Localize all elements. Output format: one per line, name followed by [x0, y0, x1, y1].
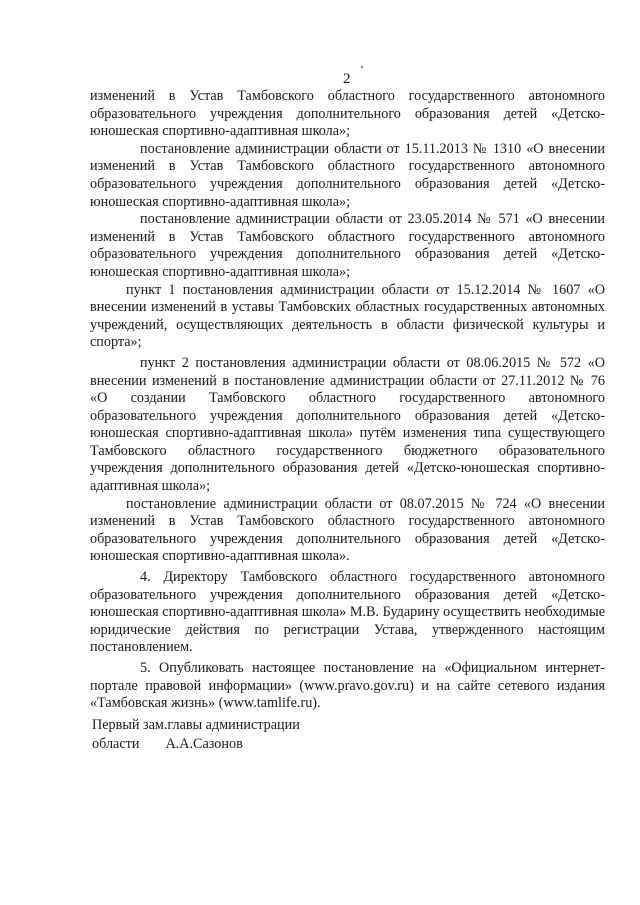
paragraph-decree-2014-1607: пункт 1 постановления администрации области от 15.12.2014 № 1607 «О внесении изменений в уставы Тамбовских областных государственных автономных учреждений, осуществляющих деятельность в области физической культуры и спорта»;: [90, 281, 605, 351]
paragraph-decree-2015-724: постановление администрации области от 08.07.2015 № 724 «О внесении изменений в Устав Тамбовского областного государственного автономного образовательного учреждения дополнительного образования детей «Детско-юношеская спортивно-адаптивная школа».: [90, 495, 605, 565]
page-number: 2: [343, 71, 351, 87]
paragraph-item-5: 5. Опубликовать настоящее постановление на «Официальном интернет-портале правовой информации» (www.pravo.gov.ru) и на сайте сетевого издания «Тамбовская жизнь» (www.tamlife.ru).: [90, 660, 605, 712]
signatory-title: Первый зам.главы администрации: [92, 717, 300, 733]
paragraph-decree-2013: постановление администрации области от 15.11.2013 № 1310 «О внесении изменений в Устав Тамбовского областного государственного автономного образовательного учреждения дополнительного образования детей «Детско-юношеская спортивно-адаптивная школа»;: [90, 140, 605, 210]
paragraph-decree-2014-571: постановление администрации области от 23.05.2014 № 571 «О внесении изменений в Устав Тамбовского областного государственного автономного образовательного учреждения дополнительного образования детей «Детско-юношеская спортивно-адаптивная школа»;: [90, 211, 605, 280]
scan-speck: [361, 66, 363, 68]
signatory-title-cont: области: [92, 736, 140, 752]
paragraph-item-4: 4. Директору Тамбовского областного государственного автономного образовательного учреждения дополнительного образования детей «Детско-юношеская спортивно-адаптивная школа» М.В. Бударину осуществить необходимые юридические действия по регистрации Устава, утвержденного настоящим постановлением.: [90, 569, 605, 656]
signature-block: [92, 716, 300, 754]
paragraph-continuation: изменений в Устав Тамбовского областного государственного автономного образовательного учреждения дополнительного образования детей «Детско-юношеская спортивно-адаптивная школа»;: [90, 88, 605, 140]
paragraph-decree-2015-572: пункт 2 постановления администрации области от 08.06.2015 № 572 «О внесении изменений в постановление администрации области от 27.11.2012 № 76 «О создании Тамбовского областного государственного автономного образовательного учреждения дополнительного образования детей «Детско-юношеская спортивно-адаптивная школа» путём изменения типа существующего Тамбовского областного государственного бюджетного образовательного учреждения дополнительного образования детей «Детско-юношеская спортивно-адаптивная школа»;: [90, 354, 605, 495]
document-body: [90, 88, 605, 713]
signatory-name: А.А.Сазонов: [165, 736, 243, 752]
